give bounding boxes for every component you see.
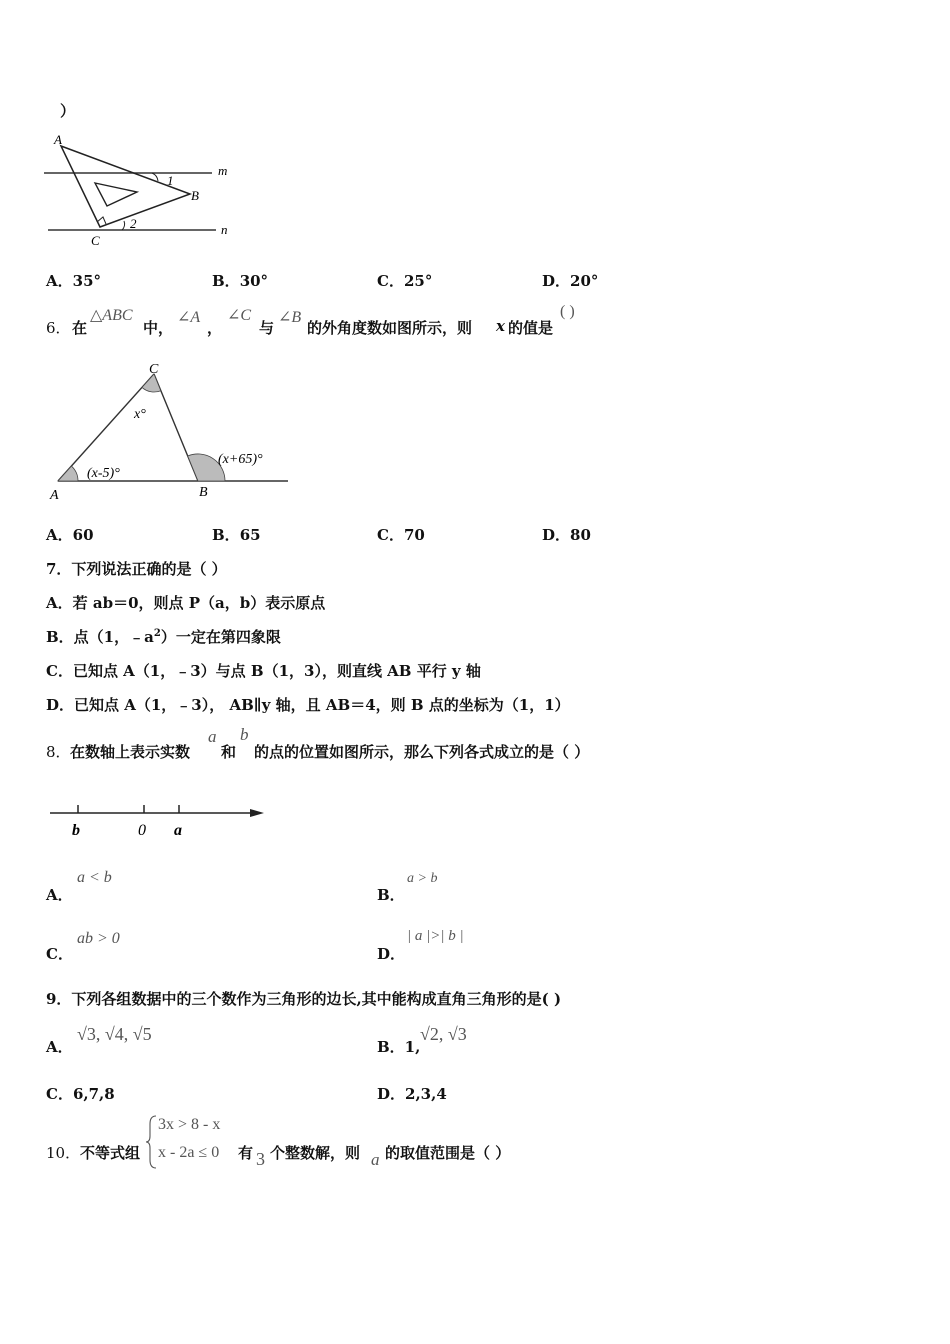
label-n: n [221,222,228,237]
q10-var-a: a [371,1150,380,1169]
axis-arrow [250,809,264,817]
label-1: 1 [167,173,174,188]
label-zero: 0 [138,822,146,839]
q6-option-a[interactable]: A．60 [46,526,94,544]
q6-comma: ， [207,319,223,337]
angle-2-arc [122,221,125,230]
q6-angle-c: ∠C [227,307,252,324]
q8-option-c-expr: ab > 0 [77,930,120,947]
q6-option-d[interactable]: D．80 [542,526,591,544]
q8-number: 8． [46,743,71,761]
label-m: m [218,163,228,178]
q10-text-1: 不等式组 [80,1144,141,1162]
q6-angle-a: ∠A [177,309,201,326]
label-B: B [191,188,199,203]
q6-text-3: 与 [259,319,275,337]
side-ac [58,374,154,481]
q7-option-a[interactable]: A．若 ab＝0，则点 P（a，b）表示原点 [46,594,326,612]
q8-text-2: 和 [221,743,237,761]
q10-text-2: 有 [238,1144,254,1162]
q8-var-b: b [240,725,249,744]
q8-text-3: 的点的位置如图所示，那么下列各式成立的是（ ） [254,743,590,761]
q9-stem: 9．下列各组数据中的三个数作为三角形的边长,其中能构成直角三角形的是( ) [46,990,562,1008]
q10-text-4: 的取值范围是（ ） [385,1144,511,1162]
q6-x: x [496,317,505,335]
q6-triangle: △ABC [90,307,133,324]
system-brace [146,1114,158,1170]
label-angle-a: (x-5)° [87,466,120,481]
label-A: A [54,132,62,147]
q6-option-c[interactable]: C．70 [377,526,425,544]
label-2: 2 [130,216,137,231]
q10-number: 10． [46,1144,81,1162]
label-a: a [174,822,182,839]
q9-option-a-expr: √3, √4, √5 [77,1024,152,1044]
q10-text-3: 个整数解，则 [270,1144,361,1162]
q9-option-b-letter[interactable]: B．1, [377,1038,421,1056]
figure-q8-number-line [46,795,276,850]
q8-option-a-letter[interactable]: A． [46,886,73,904]
label-b: b [72,822,80,839]
q8-option-c-letter[interactable]: C． [46,945,73,963]
q6-number: 6． [46,319,71,337]
q8-var-a: a [208,727,217,746]
figure-q5 [40,128,250,253]
q5-option-c[interactable]: C．25° [377,272,433,290]
q6-text-2: 中， [143,319,174,337]
q10-line-2: x - 2a ≤ 0 [158,1144,220,1161]
q6-angle-b: ∠B [278,309,302,326]
q7-option-d[interactable]: D．已知点 A（1，﹣3）， AB∥y 轴，且 AB＝4，则 B 点的坐标为（1，1） [46,696,570,714]
label-C: C [91,233,100,248]
angle-a-shade [58,466,78,481]
q8-text-1: 在数轴上表示实数 [70,743,191,761]
q7-option-b[interactable]: B．点（1，$﹣a^2$）一定在第四象限 [46,628,281,646]
q8-option-d-expr: | a |>| b | [407,928,464,944]
q8-option-b-letter[interactable]: B． [377,886,405,904]
q10-three: 3 [256,1149,265,1169]
figure-q6 [46,358,296,503]
q9-option-b-expr: √2, √3 [420,1024,467,1044]
q5-option-a[interactable]: A．35° [46,272,102,290]
continued-paren: ） [60,102,76,120]
label-x: x° [134,407,146,422]
q8-option-d-letter[interactable]: D． [377,945,406,963]
label-angle-b: (x+65)° [218,452,263,467]
label-A: A [50,488,59,503]
q8-option-b-expr: a > b [407,871,438,886]
q9-option-c[interactable]: C．6,7,8 [46,1085,115,1103]
q6-text-1: 在 [72,319,88,337]
q9-option-d[interactable]: D．2,3,4 [377,1085,447,1103]
triangle-inner [95,183,137,206]
q7-option-c[interactable]: C．已知点 A（1，﹣3）与点 B（1，3），则直线 AB 平行 y 轴 [46,662,481,680]
q6-text-5: 的值是 [508,319,554,337]
label-C: C [149,362,159,377]
q8-option-a-expr: a < b [77,869,112,886]
q10-line-1: 3x > 8 - x [158,1116,221,1133]
q6-answer-paren: ( ) [560,303,575,320]
q9-option-a-letter[interactable]: A． [46,1038,73,1056]
q6-option-b[interactable]: B．65 [212,526,261,544]
q5-option-d[interactable]: D．20° [542,272,599,290]
q7-stem: 7．下列说法正确的是（ ） [46,560,227,578]
label-B: B [199,485,208,500]
q5-option-b[interactable]: B．30° [212,272,269,290]
q6-text-4: 的外角度数如图所示，则 [307,319,473,337]
